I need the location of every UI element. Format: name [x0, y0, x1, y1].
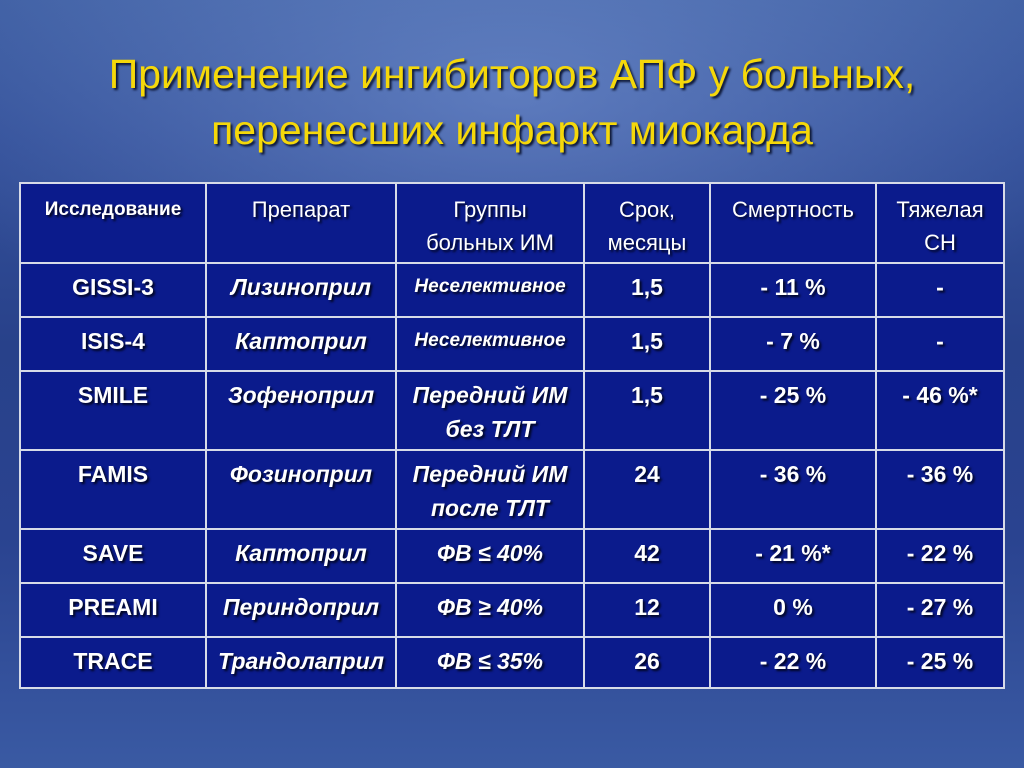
drug-cell: Периндоприл	[206, 583, 396, 637]
slide-title-line-1: Применение ингибиторов АПФ у больных,	[108, 51, 916, 97]
heart-failure-cell: -	[876, 317, 1004, 371]
group-text: Передний ИМ	[412, 382, 568, 408]
table-row	[20, 371, 1004, 450]
header-text: месяцы	[607, 230, 687, 255]
drug-cell: Каптоприл	[206, 317, 396, 371]
group-text: после ТЛТ	[431, 495, 549, 521]
group-text: Передний ИМ	[412, 461, 568, 487]
mortality-cell: 0 %	[710, 583, 876, 637]
column-header-term	[584, 183, 710, 263]
term-cell: 12	[584, 583, 710, 637]
header-text: Смертность	[732, 197, 854, 222]
group-text: Неселективное	[414, 330, 566, 351]
ace-inhibitor-table	[19, 182, 1005, 689]
table-body	[20, 183, 1004, 688]
mortality-cell: - 22 %	[710, 637, 876, 688]
term-cell: 1,5	[584, 371, 710, 450]
header-text: Группы	[453, 197, 527, 222]
mortality-cell: - 21 %*	[710, 529, 876, 583]
study-cell: SAVE	[20, 529, 206, 583]
slide-title-line-2: перенесших инфаркт миокарда	[211, 107, 813, 153]
group-text: ФВ ≤ 40%	[436, 540, 543, 566]
column-header-study	[20, 183, 206, 263]
column-header-drug	[206, 183, 396, 263]
drug-cell: Каптоприл	[206, 529, 396, 583]
term-cell: 24	[584, 450, 710, 529]
heart-failure-cell: - 25 %	[876, 637, 1004, 688]
drug-cell: Фозиноприл	[206, 450, 396, 529]
table-row	[20, 317, 1004, 371]
table-row	[20, 263, 1004, 317]
column-header-group	[396, 183, 584, 263]
study-cell: PREAMI	[20, 583, 206, 637]
term-cell: 42	[584, 529, 710, 583]
mortality-cell: - 36 %	[710, 450, 876, 529]
group-cell	[396, 529, 584, 583]
group-text: без ТЛТ	[445, 416, 535, 442]
group-cell	[396, 317, 584, 371]
group-text: ФВ ≥ 40%	[436, 594, 543, 620]
group-cell	[396, 263, 584, 317]
column-header-mortality	[710, 183, 876, 263]
group-cell	[396, 371, 584, 450]
drug-cell: Зофеноприл	[206, 371, 396, 450]
header-text: СН	[924, 230, 956, 255]
header-text: больных ИМ	[426, 230, 554, 255]
slide-title	[0, 46, 1024, 158]
column-header-heart-failure	[876, 183, 1004, 263]
study-cell: SMILE	[20, 371, 206, 450]
group-cell	[396, 450, 584, 529]
table-row	[20, 450, 1004, 529]
term-cell: 26	[584, 637, 710, 688]
header-row	[20, 183, 1004, 263]
heart-failure-cell: - 27 %	[876, 583, 1004, 637]
study-cell: FAMIS	[20, 450, 206, 529]
group-text: Неселективное	[414, 276, 566, 297]
term-cell: 1,5	[584, 263, 710, 317]
mortality-cell: - 11 %	[710, 263, 876, 317]
study-cell: TRACE	[20, 637, 206, 688]
heart-failure-cell: - 22 %	[876, 529, 1004, 583]
study-cell: ISIS-4	[20, 317, 206, 371]
heart-failure-cell: - 36 %	[876, 450, 1004, 529]
heart-failure-cell: - 46 %*	[876, 371, 1004, 450]
group-cell	[396, 583, 584, 637]
table-row	[20, 583, 1004, 637]
mortality-cell: - 7 %	[710, 317, 876, 371]
header-text: Исследование	[44, 199, 182, 220]
heart-failure-cell: -	[876, 263, 1004, 317]
study-cell: GISSI-3	[20, 263, 206, 317]
header-text: Срок,	[618, 197, 676, 222]
drug-cell: Лизиноприл	[206, 263, 396, 317]
term-cell: 1,5	[584, 317, 710, 371]
table-row	[20, 529, 1004, 583]
table-row	[20, 637, 1004, 688]
header-text: Тяжелая	[896, 197, 984, 222]
group-cell	[396, 637, 584, 688]
group-text: ФВ ≤ 35%	[436, 648, 543, 674]
drug-cell: Трандолаприл	[206, 637, 396, 688]
header-text: Препарат	[251, 197, 351, 222]
mortality-cell: - 25 %	[710, 371, 876, 450]
